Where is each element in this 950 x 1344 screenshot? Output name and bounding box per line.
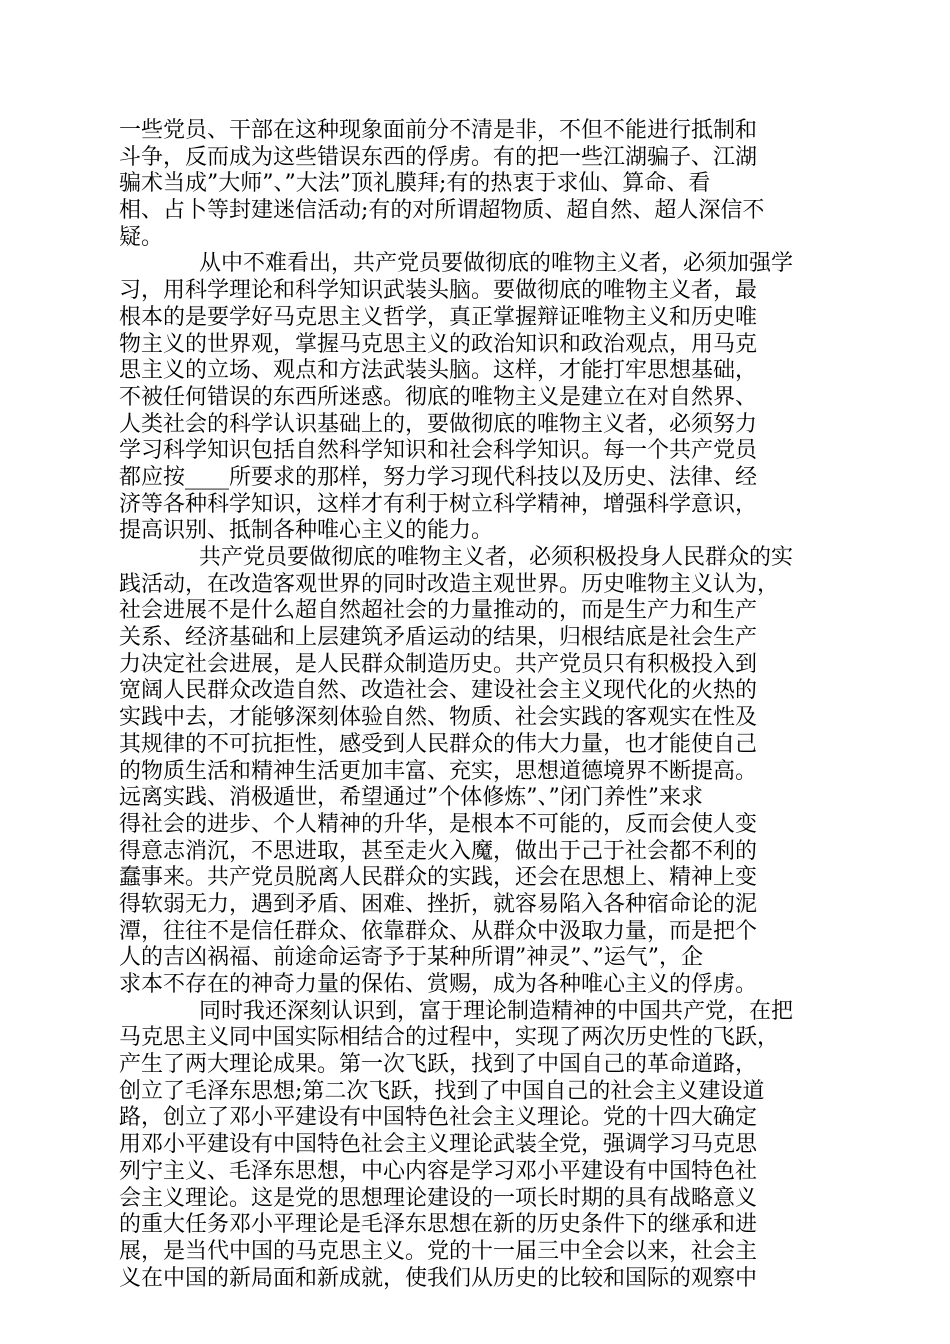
text-line: 得社会的进步、个人精神的升华，是根本不可能的，反而会使人变 [119, 811, 758, 837]
text-line: 用邓小平建设有中国特色社会主义理论武装全党，强调学习马克思 [119, 1132, 758, 1158]
text-line: 宽阔人民群众改造自然、改造社会、建设社会主义现代化的火热的 [119, 678, 758, 704]
text-line: 求本不存在的神奇力量的保佑、赏赐，成为各种唯心主义的俘虏。 [119, 972, 758, 997]
text-line: 疑。 [119, 224, 164, 250]
text-line: 人类社会的科学认识基础上的，要做彻底的唯物主义者，必须努力 [119, 411, 758, 437]
text-line: 列宁主义、毛泽东思想，中心内容是学习邓小平建设有中国特色社 [119, 1158, 758, 1184]
text-line: 力决定社会进展，是人民群众制造历史。共产党员只有积极投入到 [119, 651, 758, 677]
text-line: 其规律的不可抗拒性，感受到人民群众的伟大力量，也才能使自己 [119, 731, 758, 757]
text-line: 根本的是要学好马克思主义哲学，真正掌握辩证唯物主义和历史唯 [119, 304, 758, 330]
text-line: 不被任何错误的东西所迷惑。彻底的唯物主义是建立在对自然界、 [119, 384, 758, 410]
text-line: 从中不难看出，共产党员要做彻底的唯物主义者，必须加强学 [199, 251, 794, 277]
text-line: 关系、经济基础和上层建筑矛盾运动的结果，归根结底是社会生产 [119, 625, 758, 651]
text-line: 人的吉凶祸福、前途命运寄予于某种所谓”神灵”、”运气”，企 [119, 945, 703, 971]
text-line: 济等各种科学知识，这样才有利于树立科学精神，增强科学意识， [119, 491, 758, 517]
text-line: 的重大任务邓小平理论是毛泽东思想在新的历史条件下的继承和进 [119, 1212, 758, 1238]
text-line: 会主义理论。这是党的思想理论建设的一项长时期的具有战略意义 [119, 1185, 758, 1211]
text-line: 马克思主义同中国实际相结合的过程中，实现了两次历史性的飞跃， [119, 1025, 780, 1051]
text-line: 提高识别、抵制各种唯心主义的能力。 [119, 518, 494, 544]
text-line: 践活动，在改造客观世界的同时改造主观世界。历史唯物主义认为， [119, 571, 780, 597]
document-page [119, 118, 839, 1292]
text-line: 路，创立了邓小平建设有中国特色社会主义理论。党的十四大确定 [119, 1105, 758, 1131]
text-line: 得意志消沉，不思进取，甚至走火入魔，做出于己于社会都不利的 [119, 838, 758, 864]
text-line: 展，是当代中国的马克思主义。党的十一届三中全会以来，社会主 [119, 1238, 758, 1264]
text-line: 学习科学知识包括自然科学知识和社会科学知识。每一个共产党员 [119, 438, 758, 464]
text-line: 同时我还深刻认识到，富于理论制造精神的中国共产党，在把 [199, 998, 794, 1024]
text-line: 潭，往往不是信任群众、依靠群众、从群众中汲取力量，而是把个 [119, 918, 758, 944]
text-line: 习，用科学理论和科学知识武装头脑。要做彻底的唯物主义者，最 [119, 278, 758, 304]
text-line: 思主义的立场、观点和方法武装头脑。这样，才能打牢思想基础， [119, 358, 758, 384]
text-line: 实践中去，才能够深刻体验自然、物质、社会实践的客观实在性及 [119, 705, 758, 731]
text-line: 社会进展不是什么超自然超社会的力量推动的，而是生产力和生产 [119, 598, 758, 624]
paragraph-2 [119, 251, 839, 545]
text-line: 相、占卜等封建迷信活动;有的对所谓超物质、超自然、超人深信不 [119, 198, 765, 224]
text-line: 得软弱无力，遇到矛盾、困难、挫折，就容易陷入各种宿命论的泥 [119, 891, 758, 917]
text-line: 共产党员要做彻底的唯物主义者，必须积极投身人民群众的实 [199, 545, 794, 570]
text-line: 义在中国的新局面和新成就，使我们从历史的比较和国际的观察中 [119, 1265, 758, 1291]
text-line: 创立了毛泽东思想;第二次飞跃，找到了中国自己的社会主义建设道 [119, 1078, 765, 1104]
text-line: 都应按____所要求的那样，努力学习现代科技以及历史、法律、经 [119, 464, 758, 490]
text-line: 骗术当成”大师”、”大法”顶礼膜拜;有的热衷于求仙、算命、看 [119, 171, 711, 197]
text-line: 产生了两大理论成果。第一次飞跃，找到了中国自己的革命道路， [119, 1052, 758, 1078]
paragraph-3 [119, 545, 839, 999]
text-line: 远离实践、消极遁世，希望通过”个体修炼”、”闭门养性”来求 [119, 785, 703, 811]
paragraph-4 [119, 999, 839, 1293]
text-line: 的物质生活和精神生活更加丰富、充实，思想道德境界不断提高。 [119, 758, 758, 784]
text-line: 斗争，反而成为这些错误东西的俘虏。有的把一些江湖骗子、江湖 [119, 144, 758, 170]
text-line: 物主义的世界观，掌握马克思主义的政治知识和政治观点，用马克 [119, 331, 758, 357]
text-line: 一些党员、干部在这种现象面前分不清是非，不但不能进行抵制和 [119, 118, 758, 143]
paragraph-1 [119, 118, 839, 251]
text-line: 蠢事来。共产党员脱离人民群众的实践，还会在思想上、精神上变 [119, 865, 758, 891]
